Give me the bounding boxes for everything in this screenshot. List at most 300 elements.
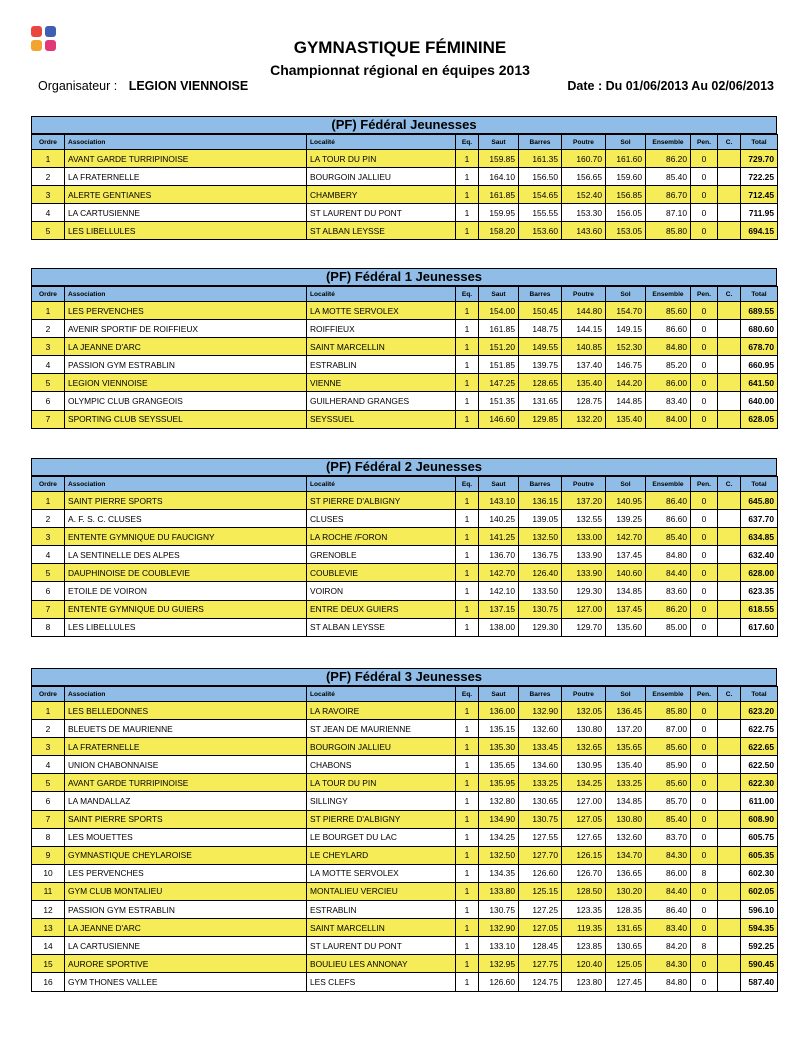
cell-saut: 143.10 — [479, 492, 519, 510]
cell-poutre: 129.30 — [562, 582, 606, 600]
cell-eq: 1 — [456, 222, 479, 240]
cell-association: ALERTE GENTIANES — [65, 186, 307, 204]
table-header-row — [32, 135, 778, 150]
cell-association: A. F. S. C. CLUSES — [65, 510, 307, 528]
cell-c — [718, 973, 741, 991]
cell-ordre: 5 — [32, 564, 65, 582]
cell-localite: LA TOUR DU PIN — [307, 774, 456, 792]
cell-sol: 161.60 — [606, 150, 646, 168]
column-header-sol: Sol — [606, 477, 646, 492]
cell-pen: 0 — [691, 882, 718, 900]
table-row — [32, 186, 778, 204]
cell-localite: BOURGOIN JALLIEU — [307, 738, 456, 756]
cell-sol: 153.05 — [606, 222, 646, 240]
cell-eq: 1 — [456, 564, 479, 582]
cell-c — [718, 338, 741, 356]
cell-poutre: 144.15 — [562, 320, 606, 338]
results-section — [31, 116, 777, 240]
cell-c — [718, 937, 741, 955]
section-title: (PF) Fédéral 1 Jeunesses — [31, 268, 777, 286]
column-header-ordre: Ordre — [32, 287, 65, 302]
cell-total: 590.45 — [741, 955, 778, 973]
cell-ordre: 8 — [32, 618, 65, 636]
cell-localite: ESTRABLIN — [307, 356, 456, 374]
cell-c — [718, 374, 741, 392]
cell-total: 617.60 — [741, 618, 778, 636]
cell-saut: 130.75 — [479, 901, 519, 919]
cell-eq: 1 — [456, 882, 479, 900]
cell-total: 602.05 — [741, 882, 778, 900]
cell-total: 611.00 — [741, 792, 778, 810]
cell-eq: 1 — [456, 492, 479, 510]
cell-poutre: 133.90 — [562, 564, 606, 582]
cell-poutre: 133.90 — [562, 546, 606, 564]
cell-saut: 135.30 — [479, 738, 519, 756]
cell-c — [718, 528, 741, 546]
cell-saut: 135.95 — [479, 774, 519, 792]
cell-saut: 135.15 — [479, 720, 519, 738]
column-header-association: Association — [65, 477, 307, 492]
cell-ensemble: 86.40 — [646, 901, 691, 919]
cell-eq: 1 — [456, 374, 479, 392]
table-row — [32, 792, 778, 810]
cell-ensemble: 83.40 — [646, 919, 691, 937]
cell-sol: 154.70 — [606, 302, 646, 320]
cell-ensemble: 85.40 — [646, 528, 691, 546]
cell-association: GYMNASTIQUE CHEYLAROISE — [65, 846, 307, 864]
column-header-eq: Eq. — [456, 687, 479, 702]
cell-ordre: 4 — [32, 204, 65, 222]
cell-eq: 1 — [456, 810, 479, 828]
cell-association: ENTENTE GYMNIQUE DU GUIERS — [65, 600, 307, 618]
cell-c — [718, 738, 741, 756]
cell-eq: 1 — [456, 738, 479, 756]
cell-ordre: 3 — [32, 528, 65, 546]
cell-localite: BOULIEU LES ANNONAY — [307, 955, 456, 973]
column-header-association: Association — [65, 135, 307, 150]
cell-ordre: 1 — [32, 702, 65, 720]
cell-ensemble: 87.00 — [646, 720, 691, 738]
cell-ensemble: 86.00 — [646, 864, 691, 882]
cell-localite: ROIFFIEUX — [307, 320, 456, 338]
cell-sol: 152.30 — [606, 338, 646, 356]
cell-eq: 1 — [456, 937, 479, 955]
cell-total: 729.70 — [741, 150, 778, 168]
cell-total: 641.50 — [741, 374, 778, 392]
cell-sol: 132.60 — [606, 828, 646, 846]
cell-sol: 134.70 — [606, 846, 646, 864]
column-header-sol: Sol — [606, 687, 646, 702]
cell-saut: 136.70 — [479, 546, 519, 564]
cell-barres: 130.75 — [519, 810, 562, 828]
cell-pen: 0 — [691, 720, 718, 738]
cell-barres: 124.75 — [519, 973, 562, 991]
cell-ensemble: 84.30 — [646, 955, 691, 973]
table-row — [32, 864, 778, 882]
cell-ordre: 7 — [32, 600, 65, 618]
cell-ordre: 4 — [32, 546, 65, 564]
cell-pen: 0 — [691, 774, 718, 792]
cell-ordre: 2 — [32, 510, 65, 528]
column-header-saut: Saut — [479, 287, 519, 302]
cell-association: LES PERVENCHES — [65, 302, 307, 320]
cell-barres: 133.45 — [519, 738, 562, 756]
cell-sol: 127.45 — [606, 973, 646, 991]
cell-association: SAINT PIERRE SPORTS — [65, 492, 307, 510]
cell-sol: 135.40 — [606, 410, 646, 428]
table-row — [32, 302, 778, 320]
cell-barres: 129.30 — [519, 618, 562, 636]
cell-pen: 0 — [691, 582, 718, 600]
cell-localite: LA ROCHE /FORON — [307, 528, 456, 546]
cell-poutre: 123.80 — [562, 973, 606, 991]
cell-barres: 161.35 — [519, 150, 562, 168]
column-header-c: C. — [718, 477, 741, 492]
cell-ensemble: 84.80 — [646, 338, 691, 356]
logo-square-blue — [45, 26, 56, 37]
cell-eq: 1 — [456, 150, 479, 168]
cell-pen: 0 — [691, 392, 718, 410]
cell-barres: 153.60 — [519, 222, 562, 240]
cell-poutre: 132.65 — [562, 738, 606, 756]
cell-localite: VIENNE — [307, 374, 456, 392]
cell-eq: 1 — [456, 320, 479, 338]
cell-poutre: 127.65 — [562, 828, 606, 846]
column-header-ensemble: Ensemble — [646, 287, 691, 302]
cell-ensemble: 84.80 — [646, 546, 691, 564]
cell-c — [718, 810, 741, 828]
cell-localite: LA MOTTE SERVOLEX — [307, 864, 456, 882]
cell-total: 622.65 — [741, 738, 778, 756]
cell-eq: 1 — [456, 582, 479, 600]
cell-ensemble: 86.60 — [646, 320, 691, 338]
cell-eq: 1 — [456, 510, 479, 528]
page-subtitle: Championnat régional en équipes 2013 — [270, 62, 530, 78]
cell-localite: ST JEAN DE MAURIENNE — [307, 720, 456, 738]
cell-eq: 1 — [456, 901, 479, 919]
cell-saut: 158.20 — [479, 222, 519, 240]
organisateur-label: Organisateur : — [38, 79, 118, 93]
cell-total: 605.35 — [741, 846, 778, 864]
cell-pen: 0 — [691, 168, 718, 186]
section-title: (PF) Fédéral Jeunesses — [31, 116, 777, 134]
column-header-c: C. — [718, 687, 741, 702]
cell-barres: 148.75 — [519, 320, 562, 338]
table-header-row — [32, 477, 778, 492]
cell-eq: 1 — [456, 302, 479, 320]
cell-barres: 127.75 — [519, 955, 562, 973]
cell-c — [718, 864, 741, 882]
cell-association: LA JEANNE D'ARC — [65, 919, 307, 937]
cell-ensemble: 85.60 — [646, 774, 691, 792]
cell-barres: 131.65 — [519, 392, 562, 410]
column-header-association: Association — [65, 287, 307, 302]
cell-sol: 128.35 — [606, 901, 646, 919]
cell-association: PASSION GYM ESTRABLIN — [65, 356, 307, 374]
cell-sol: 131.65 — [606, 919, 646, 937]
cell-pen: 0 — [691, 919, 718, 937]
cell-ensemble: 86.00 — [646, 374, 691, 392]
cell-poutre: 153.30 — [562, 204, 606, 222]
cell-ensemble: 87.10 — [646, 204, 691, 222]
cell-pen: 0 — [691, 973, 718, 991]
cell-ensemble: 83.40 — [646, 392, 691, 410]
cell-ordre: 8 — [32, 828, 65, 846]
cell-eq: 1 — [456, 973, 479, 991]
cell-c — [718, 618, 741, 636]
cell-sol: 133.25 — [606, 774, 646, 792]
cell-localite: LES CLEFS — [307, 973, 456, 991]
cell-saut: 142.70 — [479, 564, 519, 582]
cell-barres: 149.55 — [519, 338, 562, 356]
table-row — [32, 338, 778, 356]
cell-total: 628.00 — [741, 564, 778, 582]
table-row — [32, 492, 778, 510]
table-row — [32, 720, 778, 738]
organisateur-line — [38, 79, 248, 93]
cell-ensemble: 85.80 — [646, 702, 691, 720]
cell-ensemble: 85.90 — [646, 756, 691, 774]
cell-saut: 159.85 — [479, 150, 519, 168]
cell-saut: 132.80 — [479, 792, 519, 810]
cell-sol: 135.65 — [606, 738, 646, 756]
cell-localite: VOIRON — [307, 582, 456, 600]
column-header-c: C. — [718, 287, 741, 302]
cell-association: BLEUETS DE MAURIENNE — [65, 720, 307, 738]
column-header-pen: Pen. — [691, 287, 718, 302]
cell-total: 680.60 — [741, 320, 778, 338]
table-row — [32, 546, 778, 564]
column-header-poutre: Poutre — [562, 687, 606, 702]
cell-barres: 128.65 — [519, 374, 562, 392]
cell-total: 722.25 — [741, 168, 778, 186]
column-header-localite: Localité — [307, 477, 456, 492]
cell-saut: 133.80 — [479, 882, 519, 900]
cell-poutre: 140.85 — [562, 338, 606, 356]
column-header-total: Total — [741, 135, 778, 150]
cell-sol: 142.70 — [606, 528, 646, 546]
cell-c — [718, 702, 741, 720]
cell-eq: 1 — [456, 204, 479, 222]
cell-poutre: 135.40 — [562, 374, 606, 392]
cell-pen: 0 — [691, 810, 718, 828]
column-header-eq: Eq. — [456, 477, 479, 492]
cell-ensemble: 84.20 — [646, 937, 691, 955]
cell-ensemble: 83.60 — [646, 582, 691, 600]
cell-association: LES LIBELLULES — [65, 618, 307, 636]
cell-poutre: 128.75 — [562, 392, 606, 410]
cell-total: 712.45 — [741, 186, 778, 204]
column-header-sol: Sol — [606, 287, 646, 302]
cell-sol: 137.45 — [606, 600, 646, 618]
cell-association: AVENIR SPORTIF DE ROIFFIEUX — [65, 320, 307, 338]
cell-ordre: 10 — [32, 864, 65, 882]
column-header-eq: Eq. — [456, 135, 479, 150]
cell-barres: 132.60 — [519, 720, 562, 738]
cell-total: 711.95 — [741, 204, 778, 222]
cell-ensemble: 86.20 — [646, 600, 691, 618]
cell-poutre: 132.20 — [562, 410, 606, 428]
results-section — [31, 668, 777, 992]
column-header-localite: Localité — [307, 287, 456, 302]
cell-ordre: 16 — [32, 973, 65, 991]
cell-poutre: 137.40 — [562, 356, 606, 374]
cell-ensemble: 86.40 — [646, 492, 691, 510]
column-header-pen: Pen. — [691, 687, 718, 702]
cell-sol: 156.85 — [606, 186, 646, 204]
table-row — [32, 955, 778, 973]
cell-poutre: 134.25 — [562, 774, 606, 792]
cell-total: 622.30 — [741, 774, 778, 792]
table-row — [32, 582, 778, 600]
cell-ordre: 3 — [32, 186, 65, 204]
cell-eq: 1 — [456, 720, 479, 738]
cell-sol: 135.40 — [606, 756, 646, 774]
column-header-poutre: Poutre — [562, 135, 606, 150]
cell-total: 694.15 — [741, 222, 778, 240]
cell-sol: 130.20 — [606, 882, 646, 900]
cell-ordre: 1 — [32, 492, 65, 510]
cell-association: ENTENTE GYMNIQUE DU FAUCIGNY — [65, 528, 307, 546]
table-row — [32, 600, 778, 618]
cell-pen: 0 — [691, 564, 718, 582]
cell-localite: COUBLEVIE — [307, 564, 456, 582]
cell-ordre: 13 — [32, 919, 65, 937]
cell-ordre: 2 — [32, 320, 65, 338]
cell-total: 592.25 — [741, 937, 778, 955]
cell-pen: 0 — [691, 356, 718, 374]
cell-c — [718, 392, 741, 410]
cell-pen: 0 — [691, 738, 718, 756]
cell-saut: 159.95 — [479, 204, 519, 222]
table-row — [32, 168, 778, 186]
cell-association: LES PERVENCHES — [65, 864, 307, 882]
cell-ordre: 5 — [32, 774, 65, 792]
results-section — [31, 268, 777, 429]
cell-sol: 140.95 — [606, 492, 646, 510]
cell-association: LA FRATERNELLE — [65, 738, 307, 756]
cell-saut: 133.10 — [479, 937, 519, 955]
cell-eq: 1 — [456, 392, 479, 410]
cell-total: 594.35 — [741, 919, 778, 937]
cell-ordre: 12 — [32, 901, 65, 919]
cell-association: LA JEANNE D'ARC — [65, 338, 307, 356]
cell-localite: ST ALBAN LEYSSE — [307, 222, 456, 240]
cell-association: PASSION GYM ESTRABLIN — [65, 901, 307, 919]
cell-poutre: 143.60 — [562, 222, 606, 240]
cell-association: SAINT PIERRE SPORTS — [65, 810, 307, 828]
cell-poutre: 119.35 — [562, 919, 606, 937]
column-header-total: Total — [741, 687, 778, 702]
cell-ensemble: 85.40 — [646, 168, 691, 186]
column-header-ordre: Ordre — [32, 135, 65, 150]
cell-eq: 1 — [456, 774, 479, 792]
cell-barres: 134.60 — [519, 756, 562, 774]
cell-c — [718, 919, 741, 937]
cell-ordre: 1 — [32, 150, 65, 168]
column-header-barres: Barres — [519, 477, 562, 492]
cell-total: 622.50 — [741, 756, 778, 774]
cell-pen: 0 — [691, 828, 718, 846]
cell-localite: SILLINGY — [307, 792, 456, 810]
cell-poutre: 127.05 — [562, 810, 606, 828]
cell-c — [718, 320, 741, 338]
cell-total: 623.35 — [741, 582, 778, 600]
column-header-saut: Saut — [479, 687, 519, 702]
cell-localite: BOURGOIN JALLIEU — [307, 168, 456, 186]
column-header-eq: Eq. — [456, 287, 479, 302]
cell-ordre: 5 — [32, 374, 65, 392]
cell-total: 605.75 — [741, 828, 778, 846]
cell-poutre: 156.65 — [562, 168, 606, 186]
cell-total: 622.75 — [741, 720, 778, 738]
cell-localite: ESTRABLIN — [307, 901, 456, 919]
cell-ensemble: 85.70 — [646, 792, 691, 810]
cell-localite: CHAMBERY — [307, 186, 456, 204]
cell-saut: 132.95 — [479, 955, 519, 973]
cell-poutre: 129.70 — [562, 618, 606, 636]
cell-pen: 0 — [691, 600, 718, 618]
cell-c — [718, 546, 741, 564]
cell-association: ETOILE DE VOIRON — [65, 582, 307, 600]
cell-association: OLYMPIC CLUB GRANGEOIS — [65, 392, 307, 410]
cell-saut: 134.35 — [479, 864, 519, 882]
cell-localite: ENTRE DEUX GUIERS — [307, 600, 456, 618]
cell-association: LA SENTINELLE DES ALPES — [65, 546, 307, 564]
section-title: (PF) Fédéral 3 Jeunesses — [31, 668, 777, 686]
cell-barres: 136.15 — [519, 492, 562, 510]
cell-eq: 1 — [456, 864, 479, 882]
cell-ordre: 7 — [32, 810, 65, 828]
cell-association: AURORE SPORTIVE — [65, 955, 307, 973]
cell-localite: LE BOURGET DU LAC — [307, 828, 456, 846]
results-table — [31, 286, 778, 429]
cell-eq: 1 — [456, 919, 479, 937]
cell-c — [718, 792, 741, 810]
cell-poutre: 152.40 — [562, 186, 606, 204]
cell-barres: 133.25 — [519, 774, 562, 792]
cell-sol: 130.65 — [606, 937, 646, 955]
column-header-saut: Saut — [479, 477, 519, 492]
cell-pen: 0 — [691, 338, 718, 356]
table-row — [32, 320, 778, 338]
cell-total: 618.55 — [741, 600, 778, 618]
cell-c — [718, 774, 741, 792]
cell-poutre: 132.55 — [562, 510, 606, 528]
cell-eq: 1 — [456, 618, 479, 636]
cell-c — [718, 720, 741, 738]
cell-localite: ST PIERRE D'ALBIGNY — [307, 810, 456, 828]
cell-eq: 1 — [456, 410, 479, 428]
cell-c — [718, 582, 741, 600]
cell-saut: 140.25 — [479, 510, 519, 528]
cell-c — [718, 828, 741, 846]
cell-association: LA FRATERNELLE — [65, 168, 307, 186]
cell-total: 608.90 — [741, 810, 778, 828]
results-table — [31, 134, 778, 240]
cell-saut: 132.50 — [479, 846, 519, 864]
cell-sol: 149.15 — [606, 320, 646, 338]
cell-pen: 0 — [691, 186, 718, 204]
cell-ordre: 14 — [32, 937, 65, 955]
cell-saut: 134.25 — [479, 828, 519, 846]
cell-poutre: 126.70 — [562, 864, 606, 882]
cell-barres: 127.55 — [519, 828, 562, 846]
cell-pen: 0 — [691, 302, 718, 320]
table-row — [32, 774, 778, 792]
cell-poutre: 128.50 — [562, 882, 606, 900]
table-row — [32, 564, 778, 582]
